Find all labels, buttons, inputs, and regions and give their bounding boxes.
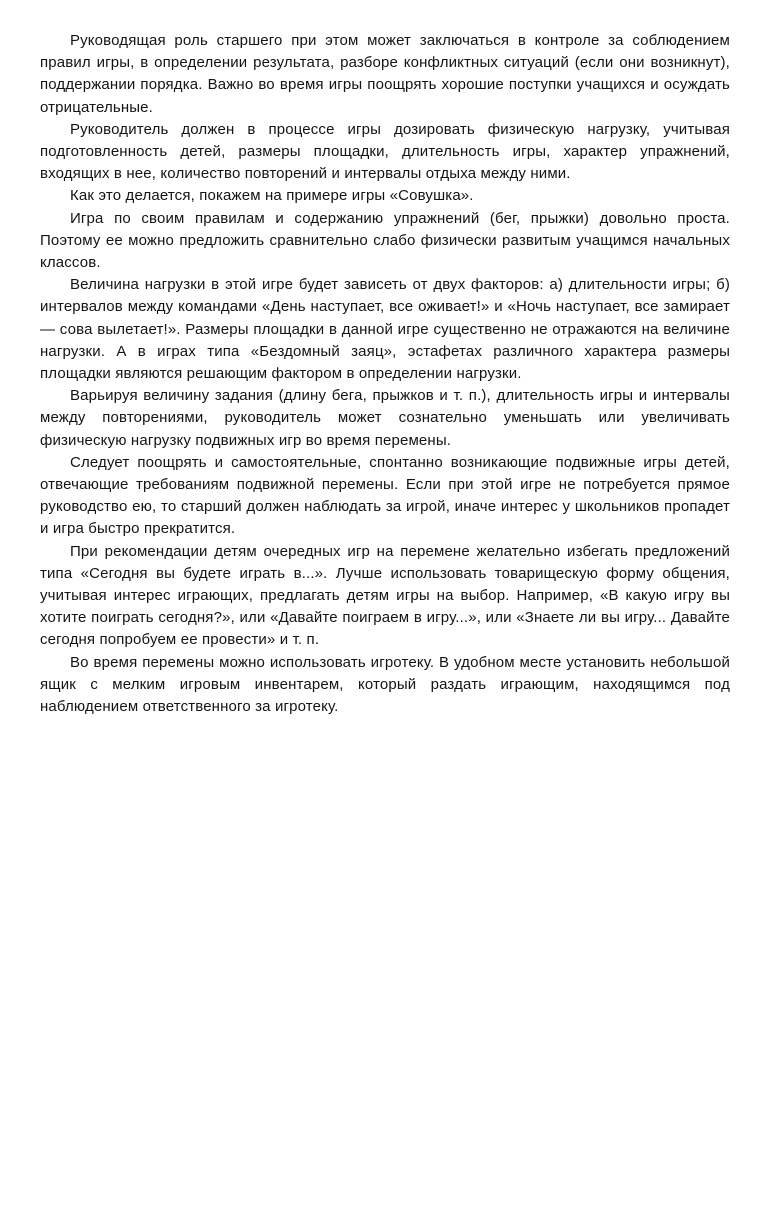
- paragraph: Руководитель должен в процессе игры дозировать физическую нагрузку, учитывая подготовленность детей, размеры площадки, длительность игры, характер упражнений, входящих в нее, количество повторений и интервалы отдыха между ними.: [40, 120, 730, 183]
- paragraph: Величина нагрузки в этой игре будет зависеть от двух факторов: а) длительности игры; б) интервалов между командами «День наступает, все оживает!» и «Ночь наступает, все замирает — сова вылетает!». Размеры площадки в данной игре существенно не отражаются на величине нагрузки. А в играх типа «Бездомный заяц», эстафетах различного характера размеры площадки являются решающим фактором в определении нагрузки.: [40, 276, 730, 383]
- paragraph: Следует поощрять и самостоятельные, спонтанно возникающие подвижные игры детей, отвечающие требованиям подвижной перемены. Если при этой игре не потребуется прямое руководство ею, то старший должен наблюдать за игрой, иначе интерес у школьников пропадет и игра быстро прекратится.: [40, 453, 730, 538]
- paragraph: Как это делается, покажем на примере игры «Совушка».: [70, 187, 474, 205]
- paragraph: Игра по своим правилам и содержанию упражнений (бег, прыжки) довольно проста. Поэтому ее можно предложить сравнительно слабо физически развитым учащимся начальных классов.: [40, 209, 730, 272]
- paragraph: При рекомендации детям очередных игр на перемене желательно избегать предложений типа «Сегодня вы будете играть в...». Лучше использовать товарищескую форму общения, учитывая интерес играющих, предлагать детям игры на выбор. Например, «В какую игру вы хотите поиграть сегодня?», или «Давайте поиграем в игру...», или «Знаете ли вы игру... Давайте сегодня попробуем ее провести» и т. п.: [40, 542, 730, 649]
- document-page: [40, 30, 730, 718]
- paragraph: Во время перемены можно использовать игротеку. В удобном месте установить небольшой ящик с мелким игровым инвентарем, который раздать играющим, находящимся под наблюдением ответственного за игротеку.: [40, 653, 730, 716]
- paragraph: Варьируя величину задания (длину бега, прыжков и т. п.), длительность игры и интервалы между повторениями, руководитель может сознательно уменьшать или увеличивать физическую нагрузку подвижных игр во время перемены.: [40, 387, 730, 449]
- paragraph: Руководящая роль старшего при этом может заключаться в контроле за соблюдением правил игры, в определении результата, разборе конфликтных ситуаций (если они возникнут), поддержании порядка. Важно во время игры поощрять хорошие поступки учащихся и осуждать отрицательные.: [40, 32, 730, 116]
